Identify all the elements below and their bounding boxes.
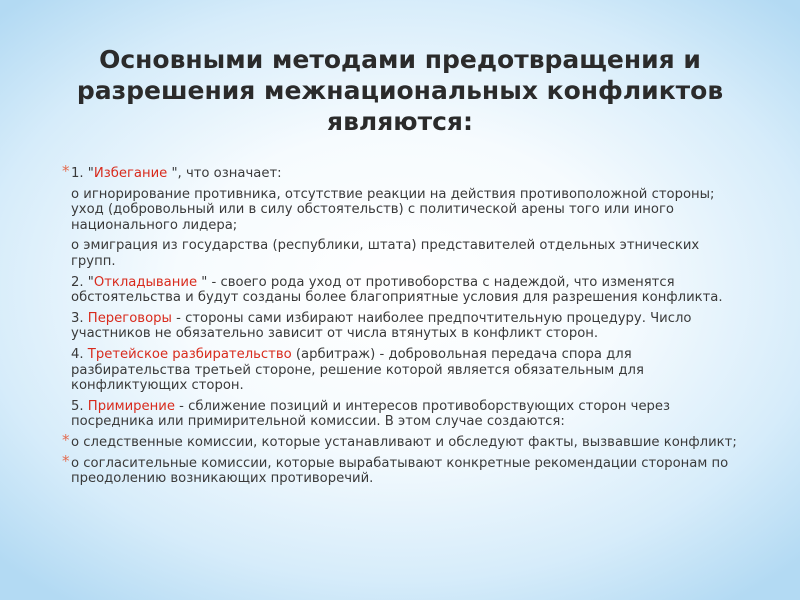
title-line-1: Основными методами предотвращения и xyxy=(99,45,701,74)
item-5-sub-b-text: о согласительные комиссии, которые вырабатывают конкретные рекомендации сторонам по преодолению возникающих противоречий. xyxy=(71,455,729,487)
item-5-prefix: 5. xyxy=(71,398,88,414)
slide-content xyxy=(62,162,741,492)
slide-title xyxy=(60,44,740,137)
item-1-sub-b: о эмиграция из государства (республики, штата) представителей отдельных этнических групп. xyxy=(71,238,700,269)
item-5-suffix: - сближение позиций и интересов противоборствующих сторон через посредника или примирительной комиссии. В этом случае создаются: xyxy=(71,398,671,430)
item-2-term: Откладывание xyxy=(93,274,198,290)
item-5-sub-b xyxy=(62,451,741,487)
item-1-sub-a: о игнорирование противника, отсутствие реакции на действия противоположной стороны; уход (добровольный или в силу обстоятельств) с политической арены того или иного национального лидера; xyxy=(71,186,715,233)
item-4 xyxy=(71,347,741,394)
item-4-suffix: (арбитраж) - добровольная передача спора для разбирательства третьей стороне, решение которой является обязательным для конфликтующих сторон. xyxy=(71,346,644,394)
title-line-3: являются: xyxy=(327,107,473,136)
item-1-heading xyxy=(62,162,741,182)
item-1-prefix: 1. " xyxy=(71,166,94,181)
bullet-icon: * xyxy=(62,430,70,449)
bullet-icon: * xyxy=(62,451,70,470)
title-line-2: разрешения межнациональных конфликтов xyxy=(76,76,724,105)
item-5 xyxy=(71,399,741,430)
item-1-suffix: ", что означает: xyxy=(167,166,282,181)
item-3-prefix: 3. xyxy=(71,310,88,326)
item-3-suffix: - стороны сами избирают наиболее предпочтительную процедуру. Число участников не обязательно зависит от числа втянутых в конфликт сторон. xyxy=(71,310,692,342)
item-5-term: Примирение xyxy=(87,398,175,414)
bullet-icon: * xyxy=(62,162,70,180)
item-4-prefix: 4. xyxy=(71,346,88,362)
item-5-sub-a-text: о следственные комиссии, которые устанавливают и обследуют факты, вызвавшие конфликт; xyxy=(71,434,737,450)
item-2-suffix: " - своего рода уход от противоборства с надеждой, что изменятся обстоятельства и будут созданы более благоприятные условия для разрешения конфликта. xyxy=(71,274,723,306)
item-1-term: Избегание xyxy=(93,166,168,181)
item-3-term: Переговоры xyxy=(87,310,172,326)
item-5-sub-a xyxy=(62,430,741,451)
item-4-term: Третейское разбирательство xyxy=(87,346,292,362)
item-2-prefix: 2. " xyxy=(71,274,94,290)
item-2 xyxy=(71,275,741,306)
item-3 xyxy=(71,311,741,342)
